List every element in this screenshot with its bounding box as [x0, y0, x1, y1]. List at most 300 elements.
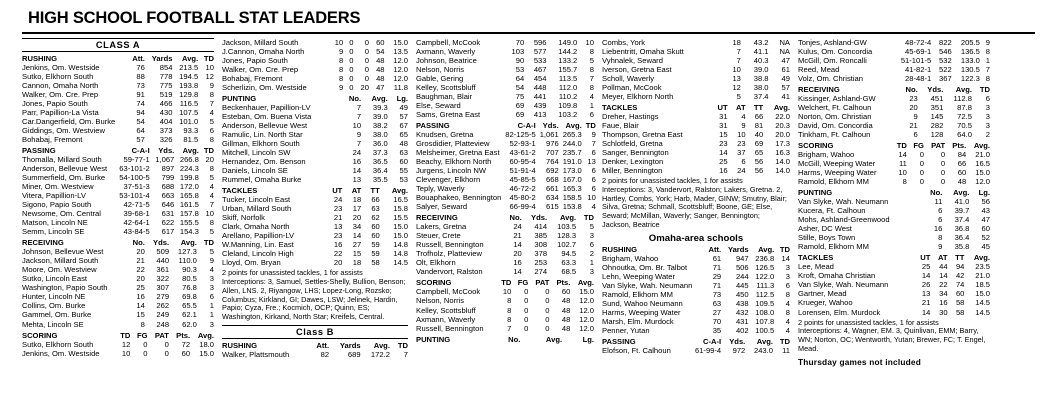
stat-yds: 509	[156, 247, 170, 257]
stat-avg: 15.0	[199, 348, 214, 358]
player-name: Ramold, Elkhorn MM	[602, 289, 673, 299]
stat-td: 12	[121, 339, 131, 349]
stat-avg: 111.3	[756, 280, 775, 290]
stat-fg: 0	[524, 323, 529, 333]
table-row	[22, 292, 214, 301]
stat-td: 4	[785, 325, 790, 335]
stat-avg: 63.3	[561, 258, 577, 268]
player-name: Sutko, Elkhorn South	[22, 71, 94, 81]
player-name: Beckenhauer, Papillion-LV	[222, 102, 311, 112]
table-header-row	[22, 54, 214, 63]
stat-yds: 661	[546, 184, 559, 194]
stat-tt: 69	[754, 138, 764, 148]
table-row	[22, 301, 214, 310]
table-row	[798, 38, 990, 47]
col-header-att: Att.	[316, 340, 330, 350]
player-name: Skiff, Norfolk	[222, 213, 265, 223]
stat-td: 7	[591, 138, 596, 148]
stat-td: 8	[209, 163, 214, 173]
stat-lg: 53	[399, 175, 408, 185]
stat-yards: 778	[159, 71, 173, 81]
stat-td: 8	[338, 55, 344, 65]
table-row	[22, 200, 214, 209]
col-header-passing: PASSING	[22, 145, 56, 155]
col-header-no: No.	[509, 213, 522, 223]
stat-att: 71	[712, 262, 722, 272]
player-name: Rummel, Omaha Burke	[222, 175, 302, 185]
stat-avg: 37.4	[753, 91, 769, 101]
stat-avg: 43.2	[753, 37, 769, 47]
player-name: Anderson, Bellevue West	[22, 163, 108, 173]
player-name: J.Cannon, Omaha North	[222, 46, 305, 56]
table-row	[798, 47, 990, 56]
stat-td: 4	[589, 91, 594, 101]
table-header-row	[22, 238, 214, 247]
stat-yds: 646	[161, 200, 175, 210]
player-name: Jenkins, Om. Westside	[22, 348, 100, 358]
stat-avg: 14.8	[393, 240, 408, 250]
col-header-scoring: SCORING	[798, 140, 834, 150]
table-row	[602, 290, 790, 299]
player-name: Harms, Weeping Water	[602, 307, 681, 317]
stat-avg: 93.3	[183, 125, 199, 135]
stat-yds: 622	[161, 218, 175, 228]
stat-no: 6	[913, 129, 918, 139]
stat-avg: 165.8	[179, 191, 199, 201]
stat-td: 8	[507, 305, 512, 315]
col-header-avg: Avg.	[973, 140, 990, 150]
stat-avg: 158.5	[562, 193, 582, 203]
stat-avg: 122.0	[755, 271, 775, 281]
player-name: Asher, DC West	[798, 224, 852, 234]
stat-yds: 145	[930, 111, 944, 121]
player-name: Teply, Waverly	[416, 184, 465, 194]
stat-lg: 61	[781, 64, 790, 74]
stat-lg: 43	[981, 206, 990, 216]
table-row	[602, 83, 790, 92]
stat-yds: 414	[534, 222, 548, 232]
column-2	[222, 38, 416, 367]
stat-yds: 440	[156, 256, 170, 266]
stat-tt: 60	[371, 231, 380, 241]
stat-avg: 103.5	[557, 222, 577, 232]
stat-td: 3	[209, 283, 214, 293]
table-row	[222, 112, 408, 121]
table-row	[416, 258, 594, 267]
table-scoring-class-a	[22, 331, 214, 358]
player-name: Lakers, Gretna	[416, 222, 467, 232]
stat-avg: 224.3	[179, 163, 199, 173]
stat-at: 4	[741, 111, 746, 121]
stat-td: 8	[338, 64, 344, 74]
table-row	[22, 99, 214, 108]
player-name: Jackson, Millard South	[22, 256, 99, 266]
stat-avg: 18.0	[199, 339, 214, 349]
stat-avg: 35.5	[372, 175, 388, 185]
stat-td: 9	[338, 82, 344, 92]
stat-lg: 60	[399, 157, 408, 166]
stat-lg: 57	[781, 82, 790, 92]
player-name: Car.Dangerfield, Om. Burke	[22, 116, 116, 126]
col-header-rushing: RUSHING	[602, 244, 638, 254]
stat-avg: 157.8	[179, 209, 199, 219]
stat-pts: 60	[181, 348, 191, 358]
stat-avg: 16.5	[393, 195, 408, 205]
stat-avg: 38.0	[753, 82, 769, 92]
page-title: HIGH SCHOOL FOOTBALL STAT LEADERS	[28, 9, 361, 27]
table-row	[798, 215, 990, 224]
table-row	[416, 184, 596, 193]
stat-tt: 42	[955, 271, 965, 281]
player-name: Tucker, Lincoln East	[222, 195, 291, 205]
table-row	[798, 150, 990, 159]
stat-cai: 45-69-1	[905, 46, 932, 56]
table-row	[798, 233, 990, 242]
stat-yards: 467	[533, 64, 547, 74]
player-name: Esteban, Om. Buena Vista	[222, 111, 312, 121]
player-name: Walker, Om. Cre. Prep	[22, 89, 99, 99]
table-row	[602, 148, 790, 157]
player-name: Ramulic, Lin. North Star	[222, 129, 303, 139]
stat-no: 20	[136, 247, 145, 257]
stat-avg: 191.0	[562, 157, 582, 166]
player-name: Miller, Bennington	[602, 166, 663, 176]
stat-at: 34	[939, 289, 948, 299]
stat-td: 4	[209, 182, 214, 192]
stat-yds: 367	[939, 73, 952, 83]
table-row	[22, 90, 214, 99]
stat-avg: 12.0	[975, 177, 990, 187]
player-name: Stille, Boys Town	[798, 233, 856, 243]
stat-ut: 14	[921, 271, 931, 281]
col-header-avg: Avg.	[197, 330, 214, 340]
stat-avg: 76.8	[182, 283, 197, 293]
player-name: Krueger, Wahoo	[798, 298, 853, 308]
col-header-yds: Yds.	[927, 84, 944, 94]
stat-lg: NA	[779, 37, 790, 47]
stat-td: 5	[209, 173, 214, 182]
stat-pat: 0	[940, 149, 946, 159]
stat-avg: 108.0	[755, 307, 775, 317]
stat-avg: 116.5	[179, 98, 199, 108]
stat-ut: 21	[333, 213, 343, 223]
stat-avg: 15.0	[975, 168, 990, 178]
table-header-row	[416, 278, 594, 287]
table-row	[222, 249, 408, 258]
col-header-td: TD	[203, 145, 214, 155]
omaha-area-header: Omaha-area schools	[648, 232, 744, 244]
stat-avg: 14.8	[393, 249, 408, 259]
stat-td: 6	[591, 175, 596, 185]
stat-fg: 0	[349, 82, 354, 92]
stat-avg: 130.5	[960, 64, 980, 74]
stat-yards: 947	[735, 253, 749, 263]
stat-yards: 775	[159, 80, 173, 90]
stat-avg: 136.5	[960, 46, 980, 56]
table-row	[222, 195, 408, 204]
stat-yds: 688	[161, 182, 175, 192]
table-row	[798, 177, 990, 186]
stat-no: 13	[732, 73, 741, 83]
stat-att: 70	[712, 316, 722, 326]
table-row	[416, 166, 596, 175]
stat-avg: 12.0	[579, 314, 594, 324]
table-row	[602, 92, 790, 101]
player-name: Thomalla, Millard South	[22, 154, 102, 164]
stat-yards: 438	[735, 298, 749, 308]
table-header-row	[22, 331, 214, 340]
stat-td: 1	[589, 100, 594, 110]
stat-avg: 213.5	[179, 62, 199, 72]
stat-avg: 18.5	[975, 280, 990, 290]
player-name: Faue, Blair	[602, 120, 639, 130]
player-name: Campbell, McCook	[416, 287, 481, 297]
player-name: Knudsen, Gretna	[416, 129, 474, 139]
stat-avg: 167.0	[562, 175, 582, 185]
table-header-row	[222, 94, 408, 103]
table-header-row	[222, 186, 408, 195]
player-name: Vyhnalek, Seward	[602, 55, 663, 65]
stat-avg: 12.0	[393, 73, 408, 83]
stat-avg: 102.7	[557, 240, 577, 250]
stat-td: 6	[785, 280, 790, 290]
stat-yds: 1,067	[155, 154, 175, 164]
col-header-yds: Yds.	[531, 213, 548, 223]
table-header-row	[602, 103, 790, 112]
stat-td: 10	[587, 193, 596, 203]
table-rushing-omaha	[602, 245, 790, 335]
stat-pts: 48	[376, 64, 385, 74]
stat-td: 7	[403, 349, 408, 359]
stat-avg: 16.5	[975, 159, 990, 168]
stat-avg: 107.5	[179, 107, 199, 117]
player-name: Matson, Lincoln NE	[22, 218, 88, 228]
stat-td: 10	[898, 168, 907, 178]
stat-avg: 133.0	[960, 55, 980, 65]
table-row	[602, 130, 790, 139]
stat-tt: 58	[955, 298, 965, 308]
stat-td: 8	[507, 296, 512, 306]
player-name: Scholl, Waverly	[602, 73, 655, 83]
col-header-avg: Avg.	[773, 102, 790, 112]
stat-yards: 413	[533, 109, 547, 119]
player-name: Kulus, Om. Concordia	[798, 46, 873, 56]
table-row	[22, 283, 214, 292]
player-name: Newsome, Om. Central	[22, 209, 101, 219]
table-row	[222, 213, 408, 222]
stat-att: 76	[136, 62, 145, 72]
stat-no: 8	[140, 319, 145, 329]
table-row	[22, 135, 214, 144]
table-row	[416, 139, 596, 148]
stat-no: 16	[136, 292, 145, 302]
col-header-no: No.	[348, 93, 362, 103]
stat-tt: 65	[754, 147, 764, 157]
stat-avg: 103.2	[558, 109, 578, 119]
stat-avg: 199.8	[179, 173, 199, 182]
col-header-avg: Avg.	[371, 93, 388, 103]
stat-att: 82	[320, 349, 330, 359]
col-header-avg: Avg.	[391, 186, 408, 196]
table-row	[416, 74, 594, 83]
stat-td: 1	[209, 301, 214, 311]
stat-cai: 52-93-1	[509, 138, 536, 148]
table-row	[416, 47, 594, 56]
stat-att: 61	[712, 253, 722, 263]
stat-no: 7	[356, 102, 362, 112]
col-header-td: TD	[203, 238, 214, 248]
stat-yds: 248	[156, 319, 170, 329]
stat-avg: 112.5	[755, 289, 775, 299]
table-row	[416, 110, 594, 119]
stat-cai: 45-80-2	[509, 193, 536, 203]
stat-pts: 60	[957, 168, 967, 178]
col-header-tackles: TACKLES	[798, 253, 834, 263]
player-name: Lehn, Weeping Water	[602, 271, 676, 281]
stat-at: 24	[737, 166, 746, 176]
table-row	[416, 267, 594, 276]
stat-avg: 12.0	[579, 305, 594, 315]
stat-att: 54	[515, 82, 525, 92]
stat-cai: 60-95-4	[509, 157, 536, 166]
stat-td: 8	[507, 314, 512, 324]
stat-td: 4	[209, 265, 214, 275]
stat-pts: 48	[561, 305, 571, 315]
col-header-receiving: RECEIVING	[798, 84, 840, 94]
table-row	[416, 130, 596, 139]
player-name: Brigham, Wahoo	[798, 149, 855, 159]
stat-yds: 282	[930, 120, 944, 130]
player-name: Bohabaj, Fremont	[22, 134, 83, 144]
stat-avg: 12.0	[393, 55, 408, 65]
stat-avg: 15.0	[393, 222, 408, 232]
stat-avg: 65.5	[182, 301, 197, 311]
stat-at: 44	[939, 262, 948, 272]
col-header-no: No.	[905, 84, 918, 94]
col-header-punting: PUNTING	[222, 93, 257, 103]
col-header-at: AT	[736, 102, 746, 112]
stat-fg: 0	[349, 73, 354, 83]
player-name: Gillman, Elkhorn South	[222, 138, 300, 148]
col-header-avg: Avg.	[577, 278, 594, 288]
stat-avg: 17.3	[775, 138, 790, 148]
player-name: Russell, Bennington	[416, 240, 484, 250]
stat-td: 9	[338, 46, 344, 56]
stat-yards: 402	[735, 325, 749, 335]
stat-yards: 519	[159, 89, 173, 99]
stat-yards: 854	[159, 62, 173, 72]
stat-avg: 126.5	[755, 262, 775, 272]
stat-avg: 15.0	[579, 287, 594, 297]
stat-fg: 0	[919, 159, 924, 168]
stat-cai: 39-68-1	[123, 209, 150, 219]
player-name: Bohabaj, Fremont	[222, 73, 283, 83]
player-name: Jenkins, Om. Westside	[22, 62, 100, 72]
stat-td: 10	[205, 62, 214, 72]
col-header-passing: PASSING	[602, 336, 636, 346]
stat-cai: 59-77-1	[123, 154, 150, 164]
stat-avg: 110.2	[558, 91, 578, 101]
stat-ut: 26	[921, 280, 931, 290]
stat-td: 8	[902, 177, 907, 187]
stat-yds: 128	[930, 129, 944, 139]
stat-cai: 42-64-1	[123, 218, 150, 228]
table-row	[222, 240, 408, 249]
table-row	[416, 249, 594, 258]
table-row	[222, 65, 408, 74]
col-header-td: TD	[397, 340, 408, 350]
stat-pat: 0	[940, 177, 946, 187]
player-name: McGill, Weeping Water	[798, 159, 876, 168]
stat-no: 14	[513, 240, 522, 250]
col-header-avg: Avg.	[973, 253, 990, 263]
player-name: Dreher, Hastings	[602, 111, 659, 121]
stat-lg: 45	[981, 242, 990, 252]
table-scoring-class-b	[416, 278, 594, 332]
stat-pts: 60	[376, 37, 385, 47]
stat-no: 6	[938, 215, 943, 225]
table-row	[416, 101, 594, 110]
stat-at: 16	[939, 298, 948, 308]
stat-avg: 38.2	[372, 120, 388, 130]
table-row	[222, 83, 408, 92]
col-header-avg: Avg.	[545, 334, 563, 344]
stat-att: 57	[136, 134, 145, 144]
stat-ut: 23	[719, 138, 728, 148]
stat-ut: 31	[719, 111, 728, 121]
col-header-tt: TT	[955, 253, 965, 263]
stat-td: 9	[209, 80, 214, 90]
stat-cai: 66-99-4	[509, 202, 536, 212]
stat-yds: 378	[534, 249, 548, 259]
stat-att: 103	[511, 46, 525, 56]
table-row	[798, 242, 990, 251]
stat-at: 6	[741, 157, 746, 166]
table-row	[222, 166, 408, 175]
stat-cai: 48-72-4	[905, 37, 932, 47]
stat-yards: 244	[735, 271, 749, 281]
stat-td: 8	[209, 89, 214, 99]
stat-no: 5	[736, 91, 741, 101]
stat-td: 7	[209, 200, 214, 210]
col-header-avg: Avg.	[953, 188, 970, 198]
stat-td: 10	[585, 37, 594, 47]
stat-avg: 172.0	[179, 182, 199, 192]
player-name: Ramold, Elkhorn MM	[798, 242, 869, 252]
col-header-td: TD	[585, 120, 596, 130]
stat-td: 1	[209, 310, 214, 320]
stat-yds: 707	[546, 147, 559, 157]
stat-no: 7	[356, 138, 362, 148]
stat-yds: 451	[930, 93, 944, 103]
stat-td: 4	[785, 316, 790, 326]
stat-avg: 107.8	[755, 316, 775, 326]
stat-att: 91	[136, 89, 145, 99]
table-row	[798, 159, 990, 168]
stat-yds: 972	[732, 345, 746, 355]
player-name: Urban, Millard South	[222, 204, 292, 214]
table-row	[222, 175, 408, 184]
table-row	[798, 224, 990, 233]
player-name: Kelley, Scottsbluff	[416, 82, 476, 92]
stat-avg: 14.0	[775, 157, 790, 166]
stat-td: 13	[587, 157, 596, 166]
table-row	[22, 191, 214, 200]
player-name: Clevenger, Elkhorn	[416, 175, 481, 185]
col-header-punting: PUNTING	[798, 188, 833, 198]
table-row	[602, 272, 790, 281]
stat-td: 6	[985, 93, 990, 103]
